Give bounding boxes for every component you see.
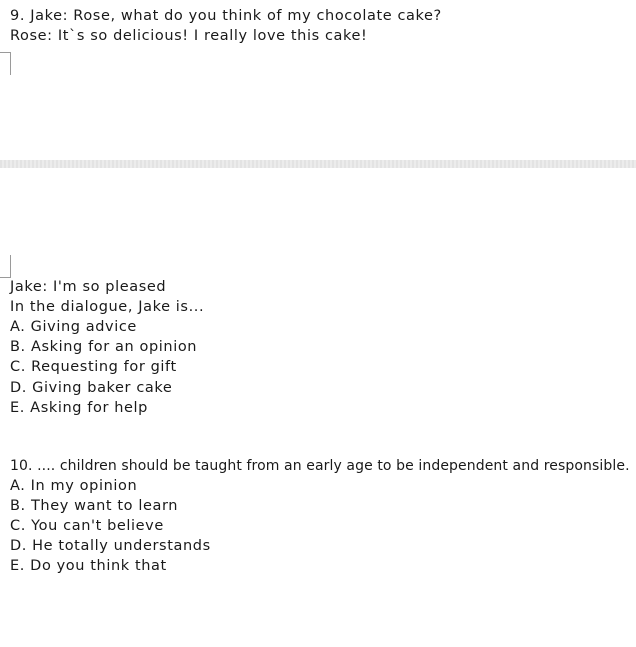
q10-stem: 10. .... children should be taught from an early age to be independent and responsible. bbox=[10, 458, 630, 474]
page-corner-mark-top bbox=[0, 52, 11, 75]
q10-option-e: E. Do you think that bbox=[10, 558, 167, 574]
q9-option-e: E. Asking for help bbox=[10, 400, 148, 416]
q9-dialogue-line-2: Rose: It`s so delicious! I really love this cake! bbox=[10, 28, 368, 44]
q9-option-a: A. Giving advice bbox=[10, 319, 137, 335]
q10-option-c: C. You can't believe bbox=[10, 518, 164, 534]
q9-option-b: B. Asking for an opinion bbox=[10, 339, 198, 355]
q10-option-d: D. He totally understands bbox=[10, 538, 211, 554]
q9-prompt: In the dialogue, Jake is... bbox=[10, 299, 205, 315]
page-corner-mark-bottom bbox=[0, 255, 11, 278]
q9-option-c: C. Requesting for gift bbox=[10, 359, 177, 375]
q10-option-a: A. In my opinion bbox=[10, 478, 138, 494]
q9-dialogue-line-3: Jake: I'm so pleased bbox=[10, 279, 167, 295]
q9-dialogue-line-1: 9. Jake: Rose, what do you think of my chocolate cake? bbox=[10, 8, 442, 24]
document-page-1 bbox=[0, 0, 636, 160]
q10-option-b: B. They want to learn bbox=[10, 498, 179, 514]
page-break-gap bbox=[0, 160, 636, 168]
q9-option-d: D. Giving baker cake bbox=[10, 380, 173, 396]
